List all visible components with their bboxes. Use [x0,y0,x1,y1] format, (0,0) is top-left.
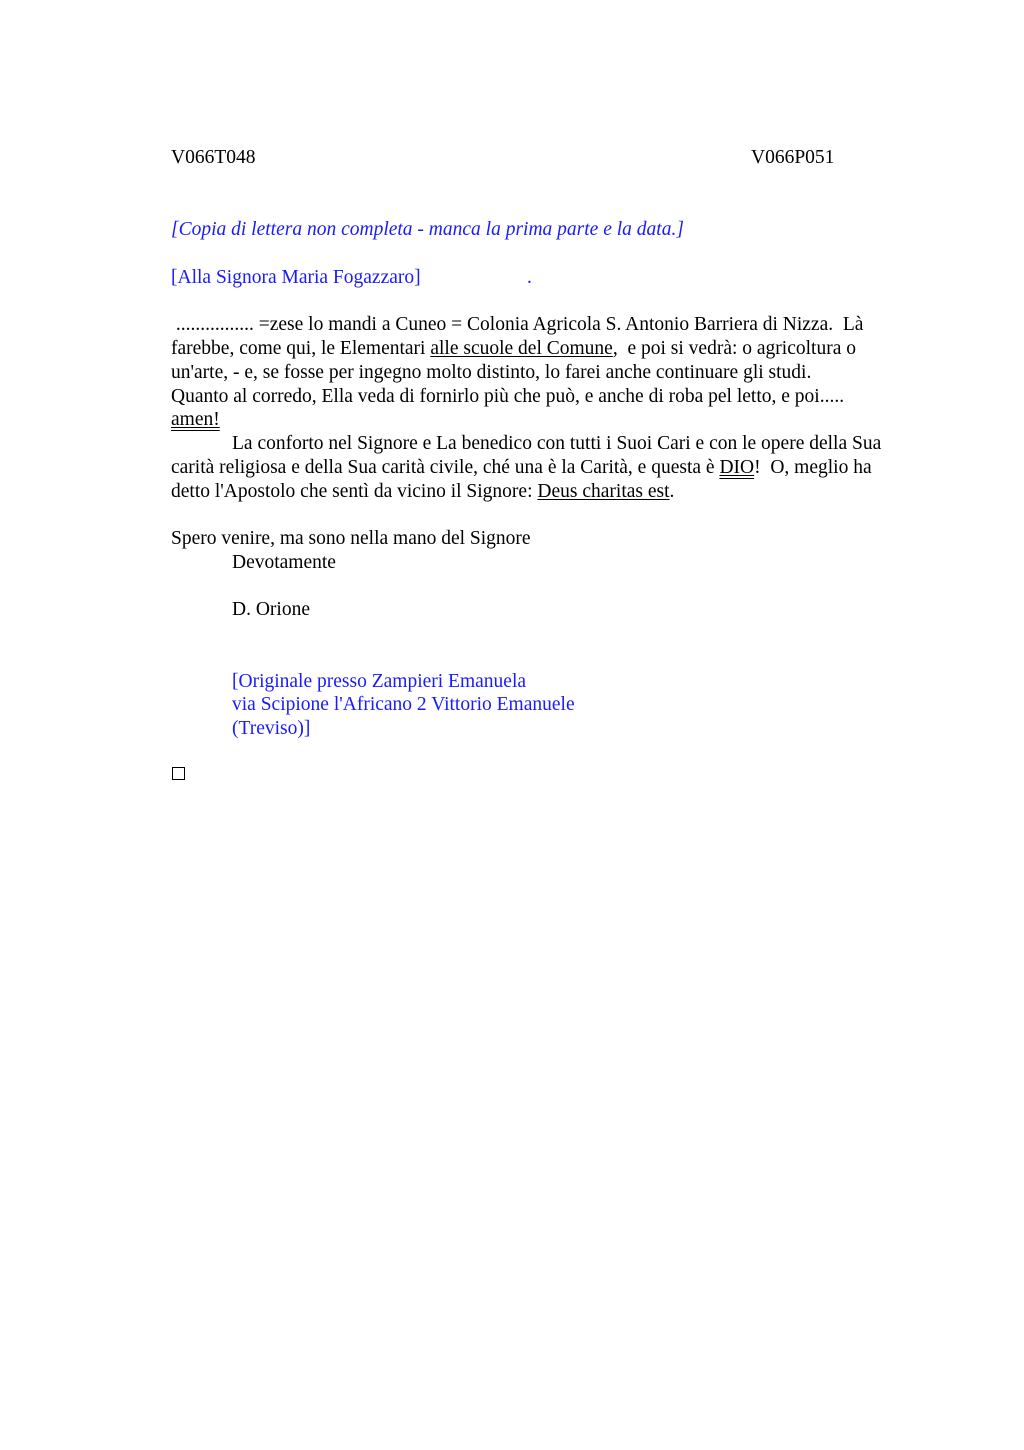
text-span: ! O, meglio ha [754,457,872,478]
text-span: farebbe, come qui, le Elementari [171,338,431,359]
document-code-left: V066T048 [171,147,256,168]
body-line-6: La conforto nel Signore e La benedico con tutti i Suoi Cari e con le opere della Sua [232,433,882,454]
body-line-5: amen! [171,409,220,430]
addressee: [Alla Signora Maria Fogazzaro] [171,267,421,288]
document-code-right: V066P051 [751,147,835,168]
body-line-4: Quanto al corredo, Ella veda di fornirlo più che può, e anche di roba pel letto, e poi..... [171,386,845,407]
body-line-2 [171,337,856,361]
valediction: Devotamente [232,552,336,573]
source-note-line-1: [Originale presso Zampieri Emanuela [232,671,527,692]
editorial-note: [Copia di lettera non completa - manca la prima parte e la data.] [171,219,684,240]
underlined-phrase: Deus charitas est [537,481,670,502]
body-line-3: un'arte, - e, se fosse per ingegno molto distinto, lo farei anche continuare gli studi. [171,362,812,383]
text-span: . [669,481,675,502]
text-span: , e poi si vedrà: o agricoltura o [612,338,856,359]
body-line-8 [171,480,674,504]
underlined-phrase: alle scuole del Comune [430,338,613,359]
source-note-line-2: via Scipione l'Africano 2 Vittorio Emanuele [232,694,575,715]
body-line-1: ................ =zese lo mandi a Cuneo = Colonia Agricola S. Antonio Barriera di Nizza. Là [171,314,864,335]
body-line-7 [171,456,872,480]
addressee-dot: . [527,267,532,288]
text-span: carità religiosa e della Sua carità civile, ché una è la Carità, e questa è [171,457,720,478]
source-note-line-3: (Treviso)] [232,718,311,739]
closing-line: Spero venire, ma sono nella mano del Signore [171,528,531,549]
signature: D. Orione [232,599,310,620]
text-span: detto l'Apostolo che sentì da vicino il Signore: [171,481,538,502]
underlined-word: DIO [719,457,755,478]
square-box-icon [172,767,185,780]
